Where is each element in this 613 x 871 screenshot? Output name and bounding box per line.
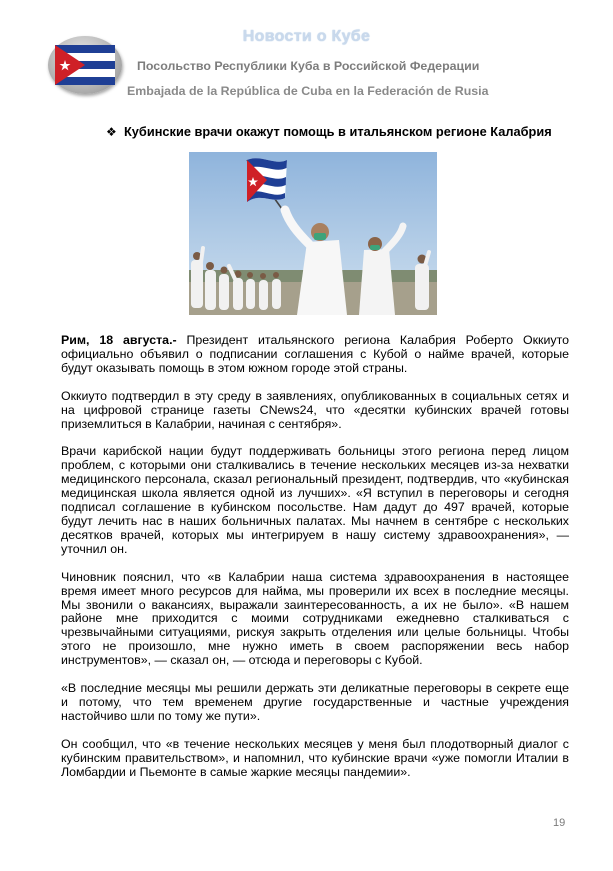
doctors-with-cuban-flag-photo (189, 152, 437, 315)
site-title: Новости о Кубе (242, 28, 371, 45)
paragraph: Чиновник пояснил, что «в Калабрии наша система здравоохранения в настоящее время имеет много ресурсов для найма, мы проверили их всех в последние месяцы. Мы звонили о вакансиях, выражали заинтересованность, а их не было». «В нашем районе мне приходится с моими сотрудниками ежедневно сталкиваться с чрезвычайными ситуациями, рискуя закрыть отделения или целые больницы. Чтобы этого не произошло, мне нужно иметь в своем распоряжении весь набор инструментов», — сказал он, — отсюда и переговоры с Кубой. (61, 569, 569, 668)
lead-text: Президент итальянского региона Калабрия Роберто Оккиуто официально объявил о подписании соглашения с Кубой о найме врачей, которые будут оказывать помощь в этом южном городе этой страны. (61, 333, 570, 375)
embassy-name-es: Embajada de la República de Cuba en la Federación de Rusia (127, 84, 489, 98)
headline-text: Кубинские врачи окажут помощь в итальянском регионе Калабрия (124, 124, 552, 139)
page-number: 19 (553, 817, 566, 829)
bullet-diamond-icon: ❖ (106, 125, 117, 139)
article-body (61, 334, 569, 793)
lead-paragraph (61, 334, 569, 376)
dateline: Рим, 18 августа.- (61, 333, 177, 347)
embassy-name-ru: Посольство Республики Куба в Российской Федерации (137, 59, 480, 73)
paragraph: «В последние месяцы мы решили держать эти деликатные переговоры в секрете еще и потому, что тем временем другие государственные и частные учреждения настойчиво шли по тому же пути». (61, 681, 569, 723)
paragraph: Оккиуто подтвердил в эту среду в заявлениях, опубликованных в социальных сетях и на цифровой странице газеты CNews24, что «десятки кубинских врачей готовы приземлиться в Калабрии, начиная с сентября». (61, 388, 569, 431)
article-headline (106, 124, 576, 139)
paragraph: Он сообщил, что «в течение нескольких месяцев у меня был плодотворный диалог с кубинским правительством», и напомнил, что кубинские врачи «уже помогли Италии в Ломбардии и Пьемонте в самые жаркие месяцы пандемии». (61, 736, 569, 779)
paragraph: Врачи карибской нации будут поддерживать больницы этого региона перед лицом проблем, с которыми они сталкивались в течение нескольких месяцев из-за нехватки медицинского персонала, сказал региональный президент, подтвердив, что «кубинская медицинская школа является одной из лучших». «Я вступил в переговоры и сегодня подписал соглашение в кубинском посольстве. Нам дадут до 497 врачей, которые будут лечить нас в наших больничных палатах. Мы начнем в сентябре с нескольких десятков врачей, которых мы интегрируем в нашу систему здравоохранения», — уточнил он. (61, 444, 569, 556)
